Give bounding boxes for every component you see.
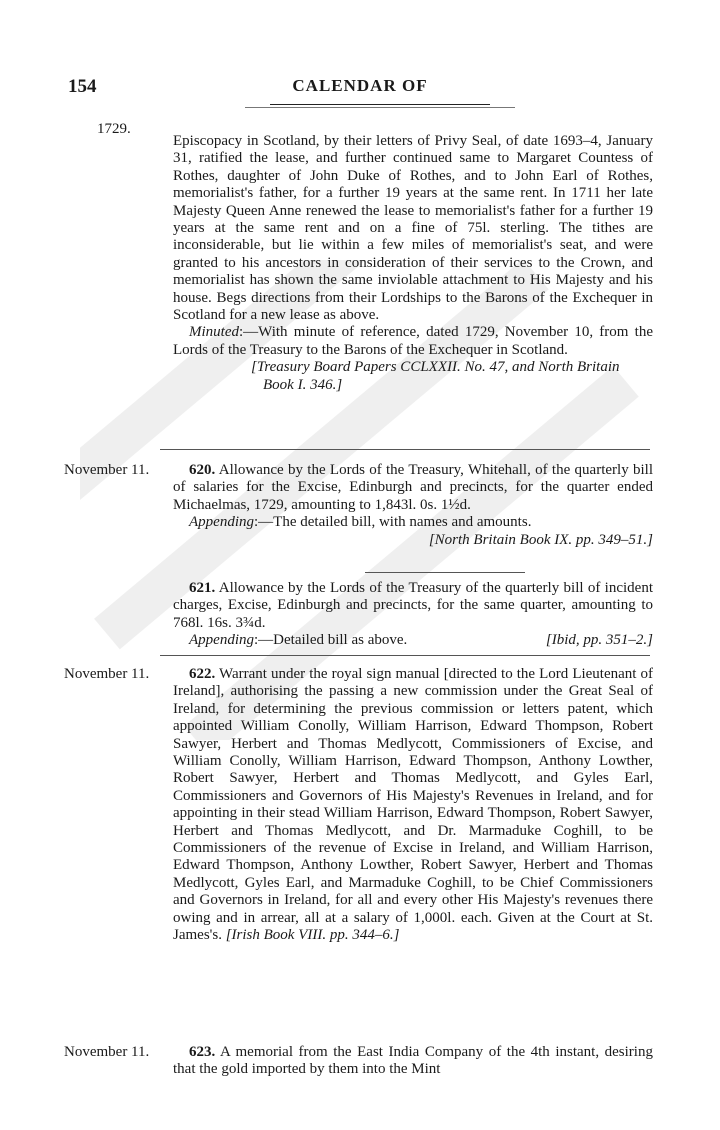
page-number: 154 bbox=[68, 76, 97, 97]
separator bbox=[160, 655, 650, 656]
entry-number: 621. bbox=[189, 580, 216, 596]
entry-paragraph bbox=[173, 580, 653, 632]
entry-paragraph bbox=[173, 462, 653, 514]
entry-number: 622. bbox=[189, 666, 216, 682]
entry-date: November 11. bbox=[64, 666, 150, 682]
note-label: Minuted bbox=[189, 324, 239, 341]
entry-body bbox=[173, 133, 653, 394]
running-head: CALENDAR OF bbox=[292, 76, 428, 95]
entry-number: 620. bbox=[189, 462, 216, 478]
separator bbox=[160, 449, 650, 450]
separator-short bbox=[365, 572, 525, 573]
note-text: :—The detailed bill, with names and amounts. bbox=[254, 514, 532, 531]
entry-reference: [North Britain Book IX. pp. 349–51.] bbox=[428, 531, 653, 548]
entry-text: Episcopacy in Scotland, by their letters of Privy Seal, of date 1693–4, January 31, ratified the lease, and further continued same to Margaret Countess of Rothes, daughter of John Duke of Rothes, and to John Earl of Rothes, memorialist's father, for a further 19 years at the same rent. In 1711 her late Majesty Queen Anne renewed the lease to memorialist's father for a further 19 years at the same rent and on a fine of 75l. sterling. The tithes are inconsiderable, but lie within a few miles of memorialist's seat, and were granted to his ancestors in consideration of their services to the Crown, and memorialist has shown the same inviolable attachment to His Majesty and his house. Begs directions from their Lordships to the Barons of the Exchequer in Scotland for a new lease as above. bbox=[173, 133, 653, 324]
entry-reference: [Treasury Board Papers CCLXXII. No. 47, and North Britain Book I. 346.] bbox=[251, 359, 620, 393]
entry-text: Warrant under the royal sign manual [directed to the Lord Lieutenant of Ireland], authorising the passing a new commission under the Great Seal of Ireland, for determining the previous commission or letters patent, which appointed William Conolly, William Harrison, Edward Thompson, Robert Sawyer, Herbert and Thomas Medlycott, Commissioners of Excise, and William Conolly, William Harrison, Edward Thompson, Anthony Lowther, Robert Sawyer, Herbert and Thomas Medlycott, and Gyles Earl, Commissioners and Governors of His Majesty's Revenues in Ireland, and for appointing in their stead William Harrison, Edward Thompson, Robert Sawyer, Herbert and Thomas Medlycott, and Dr. Marmaduke Coghill, to be Commissioners of the revenue of Excise in Ireland, and William Harrison, Edward Thompson, Anthony Lowther, Robert Sawyer, Herbert and Thomas Medlycott, Gyles Earl, and Marmaduke Coghill, to be Chief Commissioners and Governors in Ireland, for all and every other His Majesty's revenues there owing and in arrear, all at a salary of 1,000l. each. Given at the Court at St. James's. bbox=[173, 666, 653, 944]
entry-body bbox=[173, 1044, 653, 1079]
note-text: :—With minute of reference, dated 1729, November 10, from the Lords of the Treasury to the Barons of the Exchequer in Scotland. bbox=[173, 324, 653, 358]
entry-body bbox=[173, 462, 653, 549]
entry-number: 623. bbox=[189, 1044, 216, 1060]
header-rule-2 bbox=[245, 107, 515, 108]
entry-note bbox=[173, 324, 653, 359]
entry-date: 1729. bbox=[97, 121, 131, 137]
entry-text: Allowance by the Lords of the Treasury of the quarterly bill of incident charges, Excise, Edinburgh and precincts, for the same quarter, amounting to 768l. 16s. 3¾d. bbox=[173, 580, 653, 631]
page-header bbox=[0, 70, 720, 110]
entry-text: A memorial from the East India Company of the 4th instant, desiring that the gold imported by them into the Mint bbox=[173, 1044, 653, 1078]
entry-reference: [Ibid, pp. 351–2.] bbox=[545, 632, 653, 649]
entry-paragraph bbox=[173, 666, 653, 945]
header-rule bbox=[270, 104, 490, 105]
note-label: Appending bbox=[189, 632, 254, 649]
note-label: Appending bbox=[189, 514, 254, 531]
entry-note bbox=[173, 632, 653, 649]
entry-date: November 11. bbox=[64, 462, 150, 478]
entry-note bbox=[173, 514, 653, 531]
note-text: :—Detailed bill as above. bbox=[254, 632, 408, 649]
entry-body bbox=[173, 580, 653, 650]
entry-reference: [Irish Book VIII. pp. 344–6.] bbox=[225, 927, 400, 944]
entry-text: Allowance by the Lords of the Treasury, Whitehall, of the quarterly bill of salaries for the Excise, Edinburgh and precincts, for the quarter ended Michaelmas, 1729, amounting to 1,843l. 0s. 1½d. bbox=[173, 462, 653, 513]
entry-body bbox=[173, 666, 653, 945]
entry-paragraph bbox=[173, 1044, 653, 1079]
entry-date: November 11. bbox=[64, 1044, 150, 1060]
